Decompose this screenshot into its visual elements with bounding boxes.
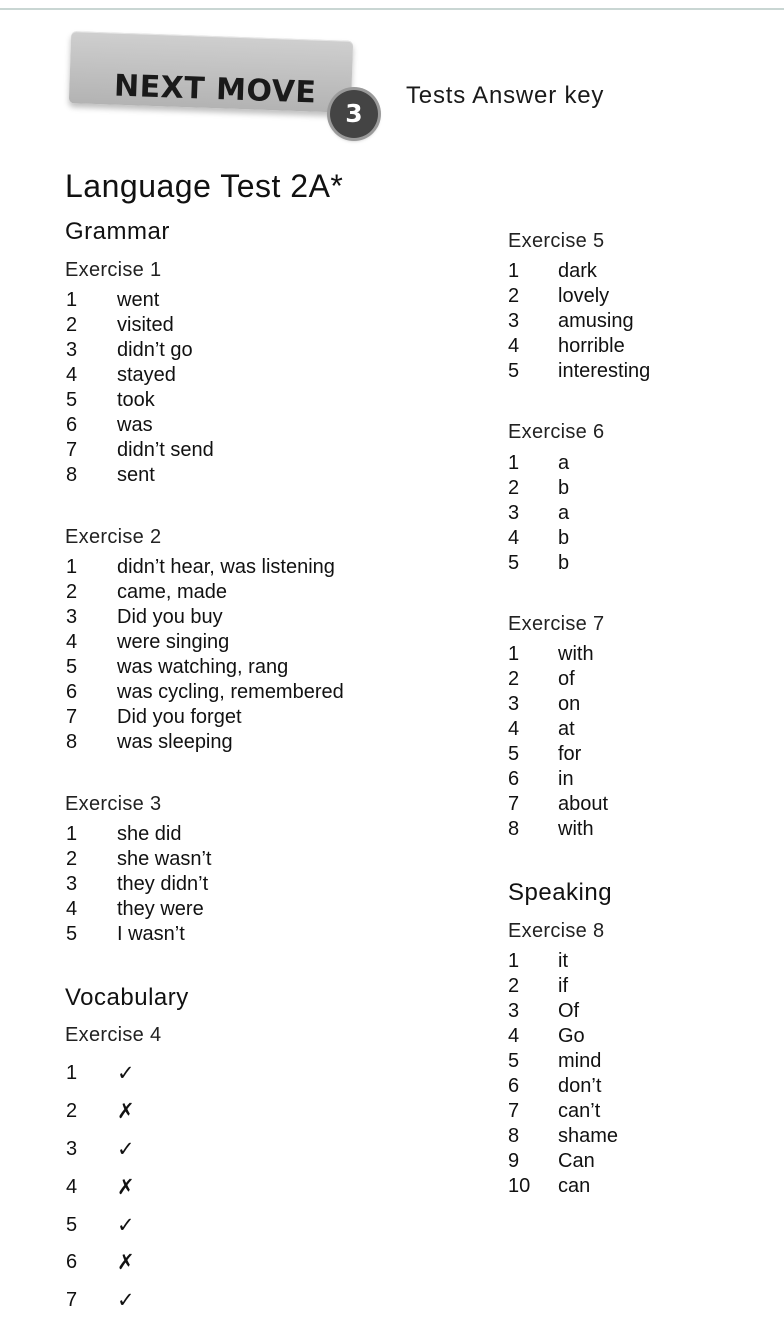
answer-row <box>508 284 650 309</box>
item-number: 1 <box>508 452 520 474</box>
section-speaking: Speaking <box>508 879 613 906</box>
answer-row <box>66 463 214 488</box>
item-number: 6 <box>508 768 520 790</box>
item-answer: if <box>558 975 568 997</box>
item-number: 8 <box>508 818 520 840</box>
item-answer: can <box>558 1175 591 1197</box>
item-answer: amusing <box>558 310 634 332</box>
item-number: 3 <box>66 873 78 895</box>
item-answer: interesting <box>558 360 651 382</box>
item-answer: was watching, rang <box>117 656 289 678</box>
answer-row <box>66 730 344 755</box>
item-answer: a <box>558 452 570 474</box>
item-answer: of <box>558 668 575 690</box>
item-answer: can’t <box>558 1100 601 1122</box>
item-answer: didn’t hear, was listening <box>117 556 335 578</box>
exercise-2-answers <box>66 555 344 755</box>
answer-row <box>508 667 608 692</box>
answer-row <box>66 438 214 463</box>
answer-row <box>508 1149 618 1174</box>
item-answer: b <box>558 552 570 574</box>
item-number: 1 <box>66 1062 78 1085</box>
item-number: 7 <box>66 439 78 461</box>
item-number: 2 <box>66 581 78 603</box>
item-answer: dark <box>558 260 597 282</box>
answer-row <box>508 501 569 526</box>
item-answer: Of <box>558 1000 580 1022</box>
item-number: 2 <box>508 285 520 307</box>
item-number: 5 <box>508 360 520 382</box>
item-number: 2 <box>508 668 520 690</box>
item-answer: didn’t go <box>117 339 193 361</box>
exercise-4-answers <box>66 1055 135 1320</box>
next-move-logo <box>66 30 386 145</box>
item-answer: b <box>558 527 570 549</box>
item-answer: came, made <box>117 581 228 603</box>
item-number: 2 <box>66 1100 78 1123</box>
exercise-8-title: Exercise 8 <box>508 920 605 942</box>
answer-row <box>66 630 344 655</box>
exercise-3-title: Exercise 3 <box>65 793 162 815</box>
exercise-2-title: Exercise 2 <box>65 526 162 548</box>
item-number: 1 <box>508 950 520 972</box>
item-number: 7 <box>66 706 78 728</box>
answer-row <box>508 717 608 742</box>
item-answer: in <box>558 768 574 790</box>
item-number: 3 <box>66 606 78 628</box>
item-answer: about <box>558 793 609 815</box>
answer-row <box>508 526 569 551</box>
item-number: 5 <box>508 1050 520 1072</box>
item-number: 2 <box>66 848 78 870</box>
answer-row <box>508 692 608 717</box>
exercise-5-answers <box>508 259 650 384</box>
answer-row <box>66 1206 135 1244</box>
item-number: 5 <box>66 923 78 945</box>
item-number: 4 <box>508 718 520 740</box>
answer-row <box>66 288 214 313</box>
item-answer: was sleeping <box>117 731 233 753</box>
answer-row <box>508 309 650 334</box>
item-answer: went <box>117 289 160 311</box>
answer-row <box>66 922 212 947</box>
logo-text: NEXT MOVE <box>113 68 317 111</box>
item-answer: they were <box>117 898 204 920</box>
item-number: 5 <box>66 1213 78 1236</box>
exercise-1-answers <box>66 288 214 488</box>
answer-row <box>66 822 212 847</box>
item-number: 1 <box>508 260 520 282</box>
item-answer: at <box>558 718 575 740</box>
answer-row <box>508 259 650 284</box>
item-answer: they didn’t <box>117 873 209 895</box>
answer-row <box>508 1099 618 1124</box>
item-answer: stayed <box>117 364 176 386</box>
item-answer: visited <box>117 314 174 336</box>
item-number: 4 <box>66 1175 78 1198</box>
answer-row <box>66 1244 135 1282</box>
logo-level-badge: 3 <box>330 90 378 138</box>
item-number: 2 <box>66 314 78 336</box>
item-number: 4 <box>66 631 78 653</box>
answer-row <box>66 605 344 630</box>
answer-row <box>508 476 569 501</box>
answer-row <box>508 1074 618 1099</box>
check-icon: ✓ <box>117 1136 135 1161</box>
answer-row <box>508 359 650 384</box>
section-grammar: Grammar <box>65 218 170 245</box>
item-number: 3 <box>508 693 520 715</box>
answer-row <box>66 580 344 605</box>
answer-row <box>508 792 608 817</box>
item-number: 4 <box>66 364 78 386</box>
item-answer: was cycling, remembered <box>117 681 344 703</box>
item-answer: mind <box>558 1050 602 1072</box>
item-answer: she wasn’t <box>117 848 212 870</box>
item-number: 9 <box>508 1150 520 1172</box>
answer-row <box>66 1168 135 1206</box>
item-answer: I wasn’t <box>117 923 185 945</box>
item-answer: with <box>558 643 594 665</box>
answer-row <box>508 551 569 576</box>
item-number: 2 <box>508 975 520 997</box>
item-number: 1 <box>66 823 78 845</box>
exercise-6-answers <box>508 451 569 576</box>
item-answer: didn’t send <box>117 439 214 461</box>
item-number: 4 <box>508 335 520 357</box>
exercise-3-answers <box>66 822 212 947</box>
item-answer: on <box>558 693 581 715</box>
check-icon: ✓ <box>117 1061 135 1086</box>
answer-row <box>508 974 618 999</box>
item-number: 7 <box>508 1100 520 1122</box>
answer-row <box>66 680 344 705</box>
answer-row <box>66 655 344 680</box>
answer-row <box>508 334 650 359</box>
answer-row <box>508 1049 618 1074</box>
item-answer: took <box>117 389 155 411</box>
answer-row <box>66 1282 135 1320</box>
answer-row <box>508 1124 618 1149</box>
answer-row <box>66 705 344 730</box>
answer-row <box>66 555 344 580</box>
item-answer: she did <box>117 823 182 845</box>
answer-row <box>66 1131 135 1169</box>
item-answer: were singing <box>117 631 230 653</box>
item-number: 7 <box>508 793 520 815</box>
exercise-5-title: Exercise 5 <box>508 230 605 252</box>
section-vocabulary: Vocabulary <box>65 984 189 1011</box>
item-answer: Can <box>558 1150 595 1172</box>
item-number: 4 <box>66 898 78 920</box>
exercise-1-title: Exercise 1 <box>65 259 162 281</box>
item-answer: horrible <box>558 335 625 357</box>
answer-row <box>508 451 569 476</box>
answer-row <box>66 872 212 897</box>
item-number: 3 <box>66 339 78 361</box>
answer-row <box>508 1174 618 1199</box>
answer-row <box>508 742 608 767</box>
item-number: 6 <box>66 414 78 436</box>
item-number: 4 <box>508 1025 520 1047</box>
answer-row <box>66 388 214 413</box>
item-number: 1 <box>66 289 78 311</box>
answer-row <box>508 999 618 1024</box>
answer-row <box>66 363 214 388</box>
cross-icon: ✗ <box>117 1174 135 1199</box>
answer-row <box>66 413 214 438</box>
answer-row <box>508 1024 618 1049</box>
item-number: 5 <box>66 656 78 678</box>
item-number: 8 <box>508 1125 520 1147</box>
item-answer: with <box>558 818 594 840</box>
item-number: 6 <box>66 681 78 703</box>
item-answer: Go <box>558 1025 585 1047</box>
answer-row <box>508 642 608 667</box>
answer-row <box>66 313 214 338</box>
top-divider <box>0 8 784 10</box>
answer-row <box>66 338 214 363</box>
item-answer: a <box>558 502 570 524</box>
answer-row <box>66 847 212 872</box>
item-number: 5 <box>508 552 520 574</box>
item-number: 1 <box>508 643 520 665</box>
check-icon: ✓ <box>117 1288 135 1313</box>
item-answer: was <box>117 414 153 436</box>
doc-label: Tests Answer key <box>406 82 605 109</box>
item-answer: Did you forget <box>117 706 242 728</box>
item-answer: Did you buy <box>117 606 223 628</box>
exercise-4-title: Exercise 4 <box>65 1024 162 1046</box>
item-answer: it <box>558 950 568 972</box>
answer-row <box>508 817 608 842</box>
item-number: 6 <box>508 1075 520 1097</box>
item-answer: shame <box>558 1125 619 1147</box>
item-number: 8 <box>66 464 78 486</box>
cross-icon: ✗ <box>117 1099 135 1124</box>
item-number: 4 <box>508 527 520 549</box>
item-number: 2 <box>508 477 520 499</box>
exercise-6-title: Exercise 6 <box>508 421 605 443</box>
item-number: 3 <box>508 1000 520 1022</box>
answer-row <box>508 767 608 792</box>
item-number: 5 <box>66 389 78 411</box>
exercise-8-answers <box>508 949 618 1199</box>
item-number: 5 <box>508 743 520 765</box>
item-number: 10 <box>508 1175 531 1197</box>
item-number: 3 <box>66 1137 78 1160</box>
check-icon: ✓ <box>117 1212 135 1237</box>
item-number: 7 <box>66 1289 78 1312</box>
item-answer: sent <box>117 464 155 486</box>
answer-row <box>66 1093 135 1131</box>
item-number: 8 <box>66 731 78 753</box>
item-answer: don’t <box>558 1075 602 1097</box>
item-number: 3 <box>508 502 520 524</box>
item-number: 1 <box>66 556 78 578</box>
answer-row <box>508 949 618 974</box>
item-answer: for <box>558 743 582 765</box>
answer-row <box>66 897 212 922</box>
item-answer: lovely <box>558 285 610 307</box>
item-number: 6 <box>66 1251 78 1274</box>
item-answer: b <box>558 477 570 499</box>
answer-row <box>66 1055 135 1093</box>
item-number: 3 <box>508 310 520 332</box>
exercise-7-title: Exercise 7 <box>508 613 605 635</box>
exercise-7-answers <box>508 642 608 842</box>
page-title: Language Test 2A* <box>65 168 344 204</box>
cross-icon: ✗ <box>117 1250 135 1275</box>
